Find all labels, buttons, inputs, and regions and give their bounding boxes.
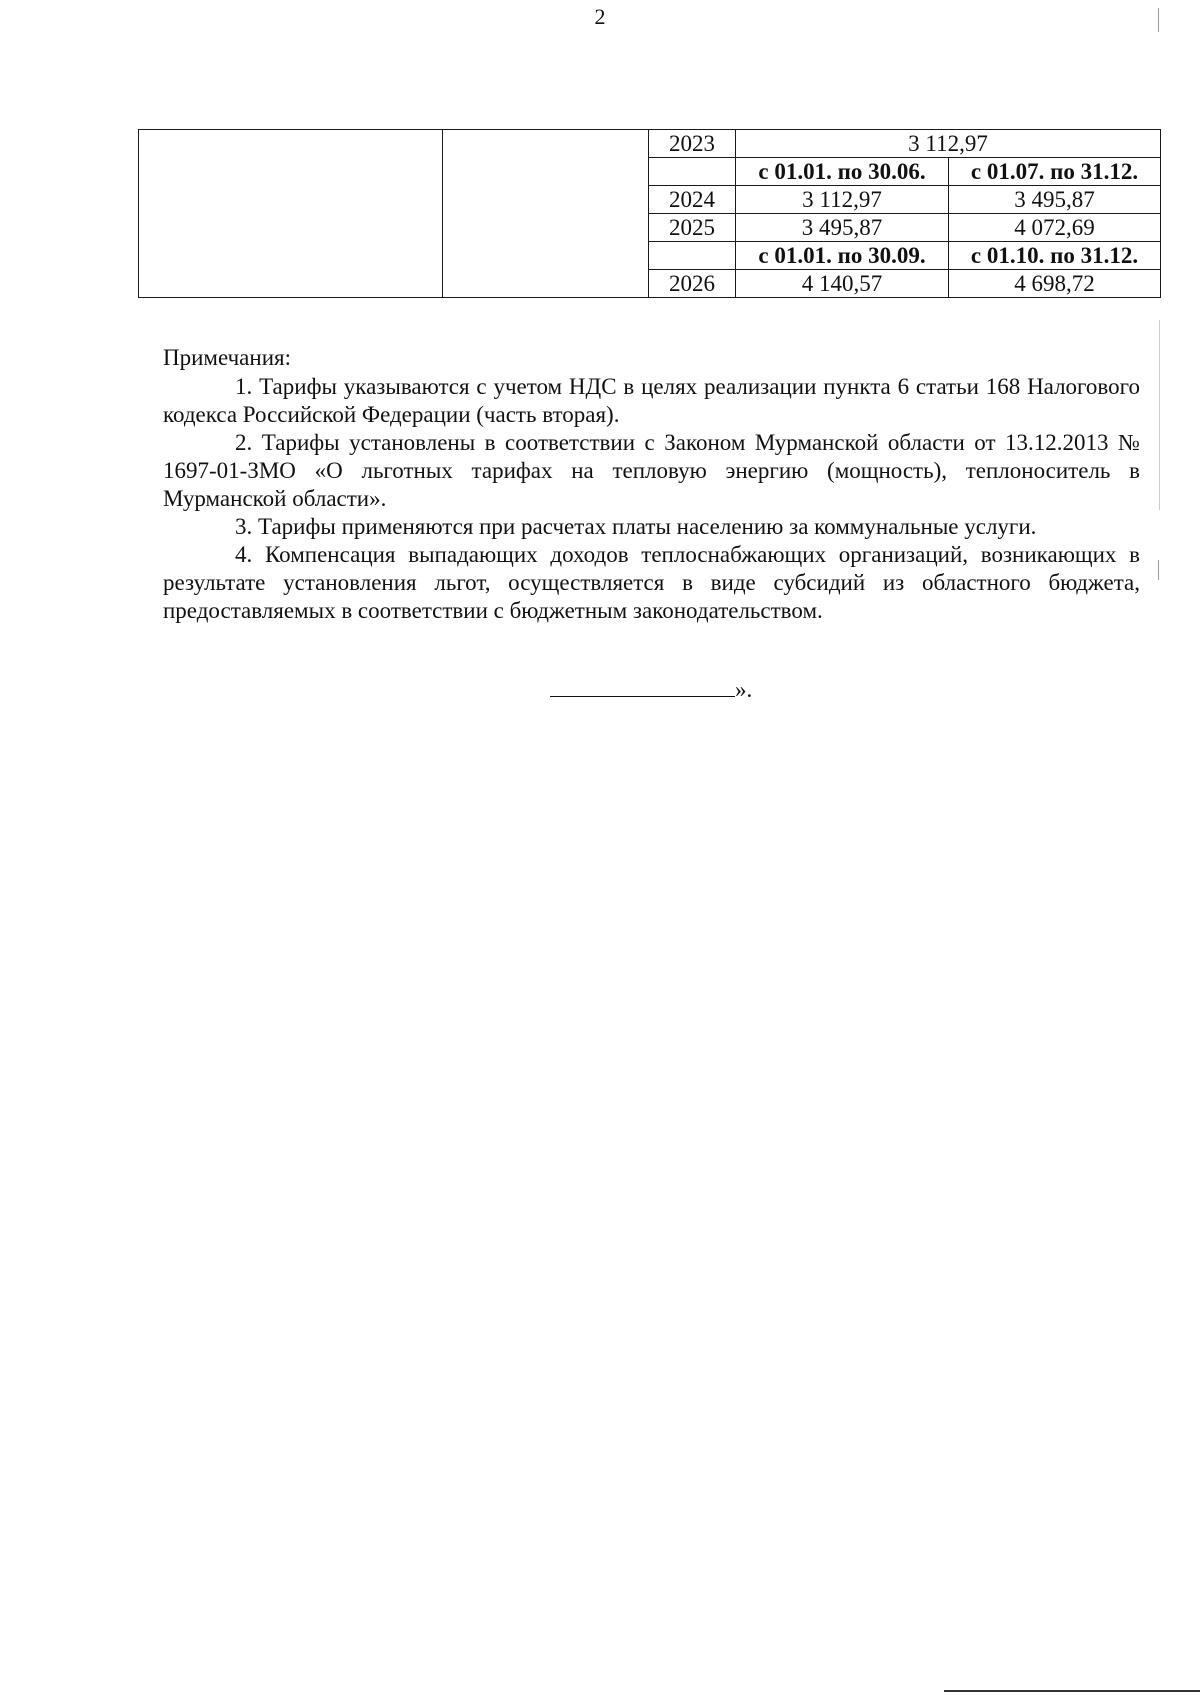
scan-artifact — [1159, 320, 1160, 510]
closing-mark — [550, 676, 752, 704]
year-cell: 2023 — [649, 130, 736, 158]
tariff-value-cell: 3 495,87 — [736, 214, 949, 242]
tariff-value-cell: 3 495,87 — [949, 186, 1161, 214]
tariff-value-cell: 4 140,57 — [736, 270, 949, 298]
period-header-cell: с 01.01. по 30.06. — [736, 158, 949, 186]
tariff-value-cell: 4 072,69 — [949, 214, 1161, 242]
period-header-cell: с 01.07. по 31.12. — [949, 158, 1161, 186]
closing-quote: ». — [735, 677, 753, 702]
year-cell — [649, 158, 736, 186]
page-number: 2 — [594, 4, 606, 29]
tariff-table — [138, 129, 1161, 298]
note-item: 2. Тарифы установлены в соответствии с Законом Мурманской области от 13.12.2013 № 1697-01-ЗМО «О льготных тарифах на тепловую энергию (мощность), теплоноситель в Мурманской области». — [163, 430, 1140, 511]
year-cell: 2025 — [649, 214, 736, 242]
scan-artifact — [1158, 560, 1159, 580]
notes-section — [163, 344, 1140, 625]
scan-artifact — [944, 1690, 1200, 1692]
notes-title: Примечания: — [163, 345, 291, 370]
note-item: 4. Компенсация выпадающих доходов теплоснабжающих организаций, возникающих в результате установления льгот, осуществляется в виде субсидий из областного бюджета, предоставляемых в соответствии с бюджетным законодательством. — [163, 542, 1140, 623]
year-cell: 2026 — [649, 270, 736, 298]
tariff-table-body — [139, 130, 1161, 298]
year-cell — [649, 242, 736, 270]
note-item: 1. Тарифы указываются с учетом НДС в целях реализации пункта 6 статьи 168 Налогового кодекса Российской Федерации (часть вторая). — [163, 374, 1140, 427]
table-row — [139, 130, 1161, 158]
signature-rule — [550, 676, 735, 697]
empty-cell-left — [139, 130, 443, 298]
scan-artifact — [1158, 8, 1159, 32]
tariff-value-cell: 3 112,97 — [736, 130, 1161, 158]
empty-cell-middle — [443, 130, 649, 298]
period-header-cell: с 01.10. по 31.12. — [949, 242, 1161, 270]
period-header-cell: с 01.01. по 30.09. — [736, 242, 949, 270]
year-cell: 2024 — [649, 186, 736, 214]
tariff-value-cell: 3 112,97 — [736, 186, 949, 214]
note-item: 3. Тарифы применяются при расчетах платы населению за коммунальные услуги. — [235, 514, 1037, 539]
tariff-value-cell: 4 698,72 — [949, 270, 1161, 298]
